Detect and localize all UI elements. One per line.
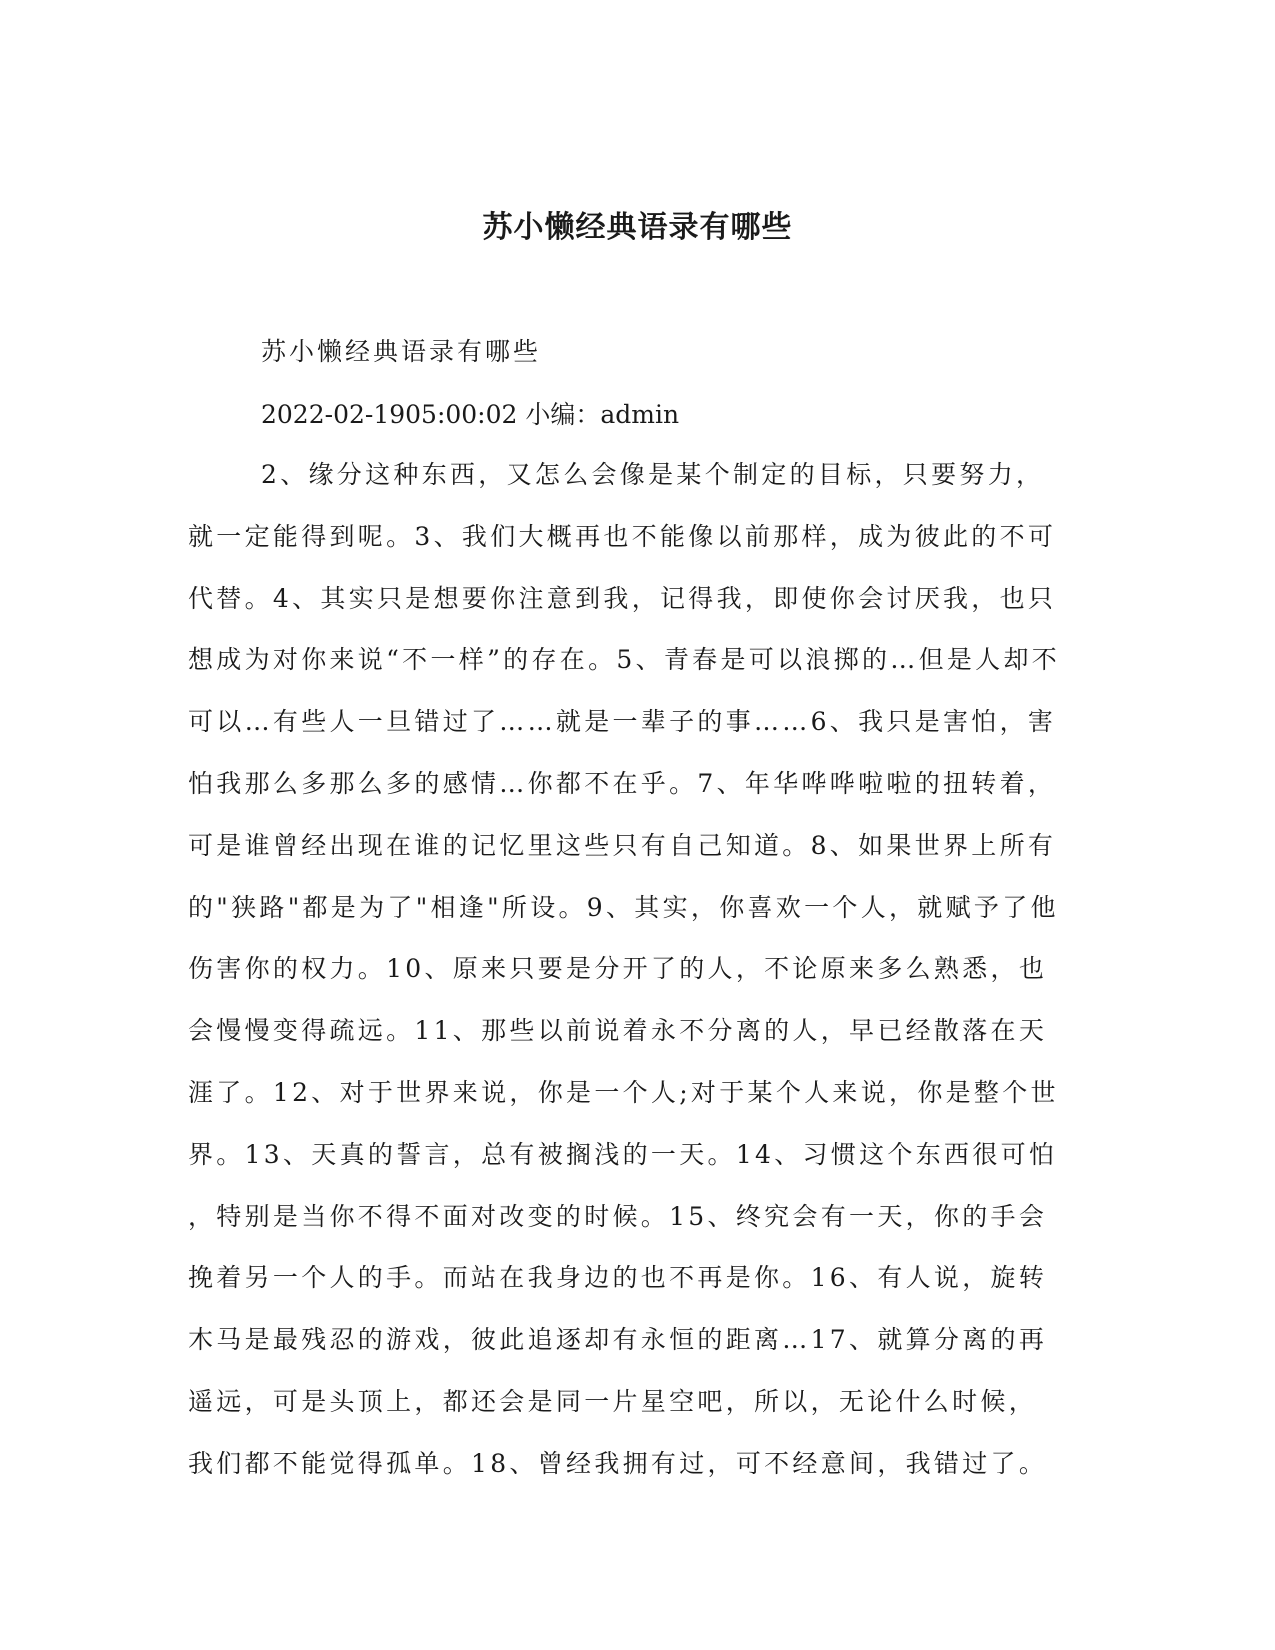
body-line: 怕我那么多那么多的感情…你都不在乎。7、年华哗哗啦啦的扭转着， <box>188 768 1057 798</box>
body-line: 的"狭路"都是为了"相逢"所设。9、其实，你喜欢一个人，就赋予了他 <box>188 892 1059 922</box>
body-line: 界。13、天真的誓言，总有被搁浅的一天。14、习惯这个东西很可怕 <box>188 1139 1058 1169</box>
document-title: 苏小懒经典语录有哪些 <box>482 210 793 245</box>
body-line: 遥远，可是头顶上，都还会是同一片星空吧，所以，无论什么时候， <box>188 1386 1038 1416</box>
body-line: 可是谁曾经出现在谁的记忆里这些只有自己知道。8、如果世界上所有 <box>188 830 1057 860</box>
body-line: 想成为对你来说“不一样”的存在。5、青春是可以浪掷的…但是人却不 <box>188 645 1061 675</box>
body-line: 会慢慢变得疏远。11、那些以前说着永不分离的人，早已经散落在天 <box>188 1016 1048 1046</box>
body-line: 就一定能得到呢。3、我们大概再也不能像以前那样，成为彼此的不可 <box>188 521 1057 551</box>
body-line: 代替。4、其实只是想要你注意到我，记得我，即使你会讨厌我，也只 <box>188 583 1057 613</box>
article-meta: 2022-02-1905:00:02 小编：admin <box>261 400 680 429</box>
article-subtitle: 苏小懒经典语录有哪些 <box>261 337 542 366</box>
body-line: 伤害你的权力。10、原来只要是分开了的人，不论原来多么熟悉，也 <box>188 954 1048 984</box>
body-line: ，特别是当你不得不面对改变的时候。15、终究会有一天，你的手会 <box>188 1201 1048 1231</box>
body-line: 涯了。12、对于世界来说，你是一个人;对于某个人来说，你是整个世 <box>188 1077 1059 1107</box>
body-line: 挽着另一个人的手。而站在我身边的也不再是你。16、有人说，旋转 <box>188 1263 1048 1293</box>
body-line: 可以…有些人一旦错过了……就是一辈子的事……6、我只是害怕，害 <box>188 707 1057 737</box>
body-line: 我们都不能觉得孤单。18、曾经我拥有过，可不经意间，我错过了。 <box>188 1448 1048 1478</box>
body-line: 木马是最残忍的游戏，彼此追逐却有永恒的距离…17、就算分离的再 <box>188 1325 1048 1355</box>
body-line: 2、缘分这种东西，又怎么会像是某个制定的目标，只要努力， <box>261 460 1045 489</box>
article-body <box>188 455 1068 1506</box>
